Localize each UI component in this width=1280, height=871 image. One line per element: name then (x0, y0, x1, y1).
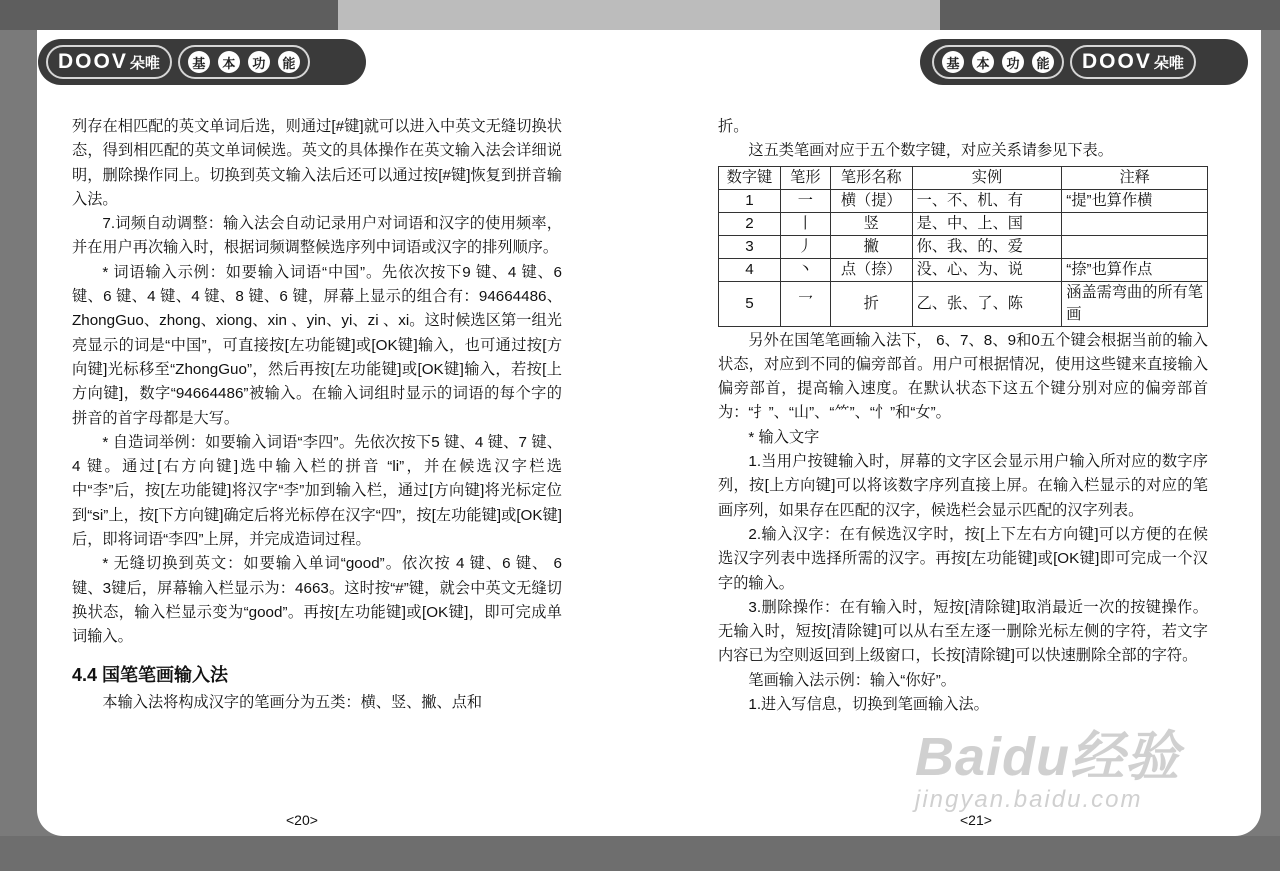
table-cell: 丶 (780, 258, 830, 281)
right-page-body (718, 115, 1208, 717)
table-cell: 折 (830, 281, 912, 326)
table-cell (1062, 235, 1208, 258)
section-char: 能 (1032, 51, 1054, 73)
table-cell: 5 (719, 281, 781, 326)
table-cell: 点（捺） (830, 258, 912, 281)
paragraph: * 自造词举例：如要输入词语“李四”。先依次按下5 键、4 键、7 键、4 键。通过[右方向键]选中输入栏的拼音 “li”，并在候选汉字栏选中“李”后，按[左功能键]将汉字“李”加到输入栏，通过[方向键]将光标定位到“si”上，按[下方向键]确定后将光标停在汉字“四”，按[左功能键]或[OK键]后，即将词语“李四”上屏，并完成造词过程。 (72, 433, 562, 549)
table-cell: 是、中、上、国 (912, 212, 1062, 235)
paragraph: 折。 (718, 118, 749, 135)
brand-cn: 朵唯 (1153, 54, 1184, 72)
section-heading: 4.4 国笔笔画输入法 (72, 664, 229, 685)
table-row (719, 258, 1208, 281)
paragraph: 1.当用户按键输入时，屏幕的文字区会显示用户输入所对应的数字序列，按[上方向键]可以将该数字序列直接上屏。在输入栏显示的对应的笔画序列，如果存在匹配的汉字，候选栏会显示匹配的汉字列表。 (718, 453, 1208, 519)
table-cell: 一 (780, 189, 830, 212)
table-cell: 乛 (780, 281, 830, 326)
left-page-body (72, 115, 562, 715)
table-intro: 这五类笔画对应于五个数字键，对应关系请参见下表。 (748, 142, 1113, 160)
bottom-band (0, 836, 1280, 871)
table-cell: “提”也算作横 (1062, 189, 1208, 212)
left-header (38, 39, 366, 85)
stroke-table (718, 166, 1208, 327)
doov-logo (1070, 45, 1196, 79)
table-cell: 你、我、的、爱 (912, 235, 1062, 258)
section-char: 本 (972, 51, 994, 73)
paragraph: 列存在相匹配的英文单词后选，则通过[#键]就可以进入中英文无缝切换状态，得到相匹配的英文单词候选。英文的具体操作在英文输入法会详细说明，删除操作同上。切换到英文输入法后还可以通过按[#键]恢复到拼音输入法。 (72, 118, 562, 208)
table-cell: 2 (719, 212, 781, 235)
section-char: 能 (278, 51, 300, 73)
table-row (719, 235, 1208, 258)
section-label (178, 45, 310, 79)
paragraph: 7.词频自动调整：输入法会自动记录用户对词语和汉字的使用频率，并在用户再次输入时，根据词频调整候选序列中词语或汉字的排列顺序。 (72, 215, 562, 257)
brand-latin: DOOV (58, 50, 128, 73)
brand-cn: 朵唯 (129, 54, 160, 72)
top-band-right (940, 0, 1280, 30)
top-band-left (0, 0, 338, 30)
paragraph: 本输入法将构成汉字的笔画分为五类：横、竖、撇、点和 (102, 693, 483, 711)
table-row (719, 281, 1208, 326)
table-cell: 横（提） (830, 189, 912, 212)
table-cell: 竖 (830, 212, 912, 235)
section-char: 功 (248, 51, 270, 73)
table-cell: 4 (719, 258, 781, 281)
paragraph: 2.输入汉字：在有候选汉字时，按[上下左右方向键]可以方便的在候选汉字列表中选择所需的汉字。再按[左功能键]或[OK键]即可完成一个汉字的输入。 (718, 525, 1208, 592)
doov-logo (46, 45, 172, 79)
table-cell: 丿 (780, 235, 830, 258)
table-cell: 1 (719, 189, 781, 212)
table-cell (1062, 212, 1208, 235)
watermark-url: jingyan.baidu.com (915, 786, 1143, 813)
table-cell: 3 (719, 235, 781, 258)
paragraph: 1.进入写信息，切换到笔画输入法。 (748, 696, 989, 714)
paragraph: * 无缝切换到英文：如要输入单词“good”。依次按 4 键、6 键、 6 键、3键后，屏幕输入栏显示为：4663。这时按“#”键，就会中英文无缝切换状态，输入栏显示变为“good”。再按[左功能键]或[OK键]，即可完成单词输入。 (72, 555, 562, 646)
table-cell: 丨 (780, 212, 830, 235)
brand-latin: DOOV (1082, 50, 1152, 73)
table-row (719, 212, 1208, 235)
table-header-row (719, 166, 1208, 189)
column-header: 实例 (912, 166, 1062, 189)
section-label (932, 45, 1064, 79)
column-header: 注释 (1062, 166, 1208, 189)
watermark-main: Baidu经验 (915, 727, 1181, 787)
paragraph: * 词语输入示例：如要输入词语“中国”。先依次按下9 键、4 键、6 键、6 键、4 键、4 键、8 键、6 键，屏幕上显示的组合有：94664486、ZhongGuo、zhong、xiong、xin 、yin、yi、zi 、xi。这时候选区第一组光亮显示的词是“中国”，可直接按[左功能键]或[OK键]输入，也可通过按[方向键]光标移至“ZhongGuo”，然后再按[左功能键]或[OK键]输入，若按[上方向键]，数字“94664486”被输入。在输入词组时显示的词语的每个字的拼音的首字母都是大写。 (72, 263, 562, 427)
top-band-center (338, 0, 940, 30)
page-number: <21> (960, 812, 992, 828)
table-cell: “捺”也算作点 (1062, 258, 1208, 281)
column-header: 数字键 (719, 166, 781, 189)
section-char: 基 (942, 51, 964, 73)
section-char: 本 (218, 51, 240, 73)
table-row (719, 189, 1208, 212)
table-cell: 一、不、机、有 (912, 189, 1062, 212)
section-char: 功 (1002, 51, 1024, 73)
paragraph: 另外在国笔笔画输入法下， 6、7、8、9和0五个键会根据当前的输入状态，对应到不同的偏旁部首。用户可根据情况，使用这些键来直接输入偏旁部首，提高输入速度。在默认状态下这五个键分别对应的偏旁部首为：“扌”、“山”、“⺮”、“忄”和“女”。 (718, 331, 1208, 422)
column-header: 笔形名称 (830, 166, 912, 189)
table-cell: 撇 (830, 235, 912, 258)
section-char: 基 (188, 51, 210, 73)
paragraph: 3.删除操作：在有输入时，短按[清除键]取消最近一次的按键操作。无输入时，短按[清除键]可以从右至左逐一删除光标左侧的字符，若文字内容已为空则返回到上级窗口，长按[清除键]可以快速删除全部的字符。 (718, 598, 1208, 665)
table-cell: 乙、张、了、陈 (912, 281, 1062, 326)
page-number: <20> (286, 812, 318, 828)
paragraph: 笔画输入法示例：输入“你好”。 (748, 671, 956, 689)
table-cell: 涵盖需弯曲的所有笔画 (1062, 281, 1208, 326)
subheading: * 输入文字 (748, 428, 820, 446)
table-cell: 没、心、为、说 (912, 258, 1062, 281)
right-header (920, 39, 1248, 85)
column-header: 笔形 (780, 166, 830, 189)
